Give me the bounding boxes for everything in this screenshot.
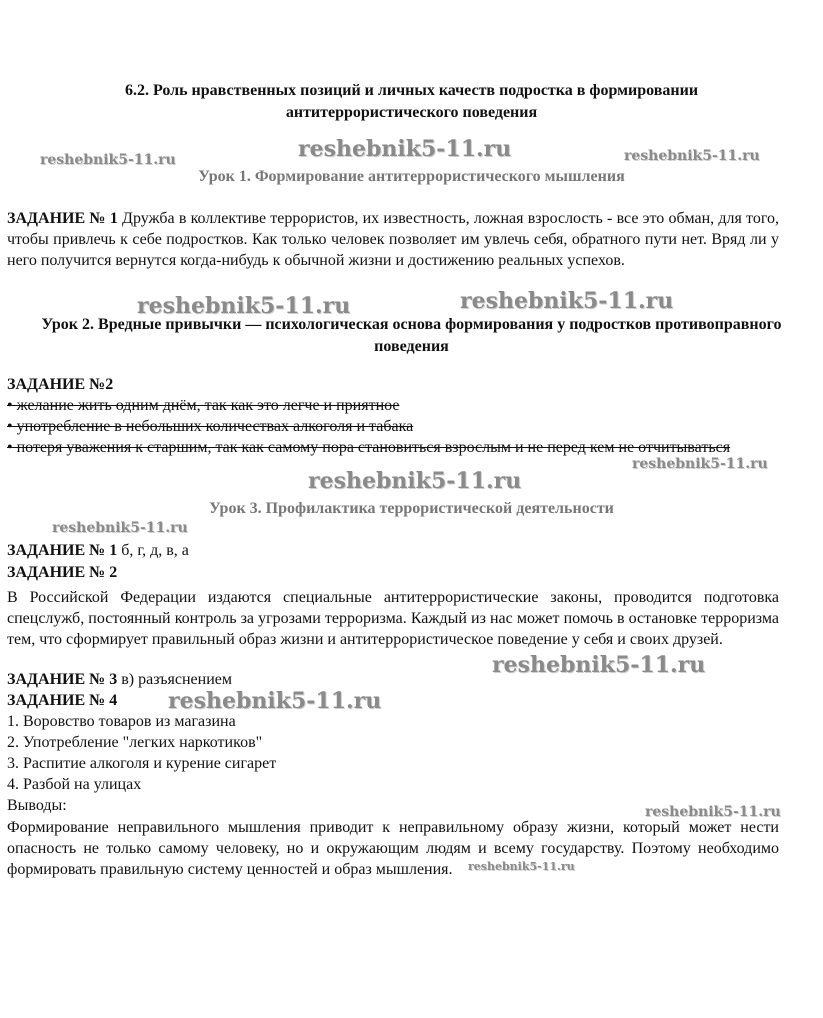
- list-item: 4. Разбой на улицах: [7, 776, 142, 793]
- task-2-label: ЗАДАНИЕ №2: [7, 376, 114, 393]
- l3-task-1: [7, 541, 779, 561]
- l3-task-1-label: ЗАДАНИЕ № 1: [7, 542, 118, 559]
- watermark: reshebnik5-11.ru: [308, 468, 522, 494]
- watermark: reshebnik5-11.ru: [137, 293, 351, 319]
- l3-task-1-answer: б, г, д, в, а: [117, 542, 189, 559]
- watermark: reshebnik5-11.ru: [632, 456, 768, 472]
- watermark: reshebnik5-11.ru: [298, 136, 512, 162]
- task-2-item-3: • потеря уважения к старшим, так как самому пора становиться взрослым и не перед кем не отчитываться: [7, 439, 731, 456]
- list-item: 2. Употребление "легких наркотиков": [7, 734, 263, 751]
- list-item: 3. Распитие алкоголя и курение сигарет: [7, 755, 277, 772]
- watermark: reshebnik5-11.ru: [492, 652, 706, 678]
- task-1-text: Дружба в коллективе террористов, их известность, ложная взрослость - все это обман, для того, чтобы привлечь к себе подростков. Как только человек позволяет им увлечь себя, обратного пути нет. Вряд ли у него получится вернутся когда-нибудь к обычной жизни и достижению реальных успехов.: [7, 210, 780, 269]
- watermark: reshebnik5-11.ru: [645, 804, 781, 820]
- section-title: 6.2. Роль нравственных позиций и личных качеств подростка в формировании антитеррористического поведения: [124, 82, 699, 121]
- lesson-2-heading: Урок 2. Вредные привычки — психологическая основа формирования у подростков противоправного поведения: [41, 316, 782, 355]
- lesson-3-heading: Урок 3. Профилактика террористической деятельности: [209, 500, 614, 517]
- list-item: 1. Воровство товаров из магазина: [7, 713, 236, 730]
- watermark: reshebnik5-11.ru: [40, 152, 176, 168]
- lesson-1-heading: Урок 1. Формирование антитеррористического мышления: [198, 168, 625, 185]
- watermark: reshebnik5-11.ru: [624, 148, 760, 164]
- l3-task-2-label: ЗАДАНИЕ № 2: [7, 564, 118, 581]
- task-1-label: ЗАДАНИЕ № 1: [7, 210, 118, 227]
- task-1-paragraph: [7, 208, 779, 271]
- l3-task-3-answer: в) разъяснением: [117, 671, 232, 688]
- l3-task-4-label: ЗАДАНИЕ № 4: [7, 692, 118, 709]
- l3-task-2-text: В Российской Федерации издаются специальные антитеррористические законы, проводится подготовка спецслужб, постоянный контроль за угрозами терроризма. Каждый из нас может помочь в остановке терроризма тем, что сформирует правильный образ жизни и антитеррористическое поведение у себя и своих друзей.: [7, 589, 779, 648]
- watermark: reshebnik5-11.ru: [468, 860, 575, 873]
- task-2-item-2: • употребление в небольших количествах алкоголя и табака: [7, 418, 414, 435]
- watermark: reshebnik5-11.ru: [52, 520, 188, 536]
- watermark: reshebnik5-11.ru: [460, 288, 674, 314]
- task-2-item-1: • желание жить одним днём, так как это легче и приятное: [7, 397, 400, 414]
- l3-task-4-list: [7, 711, 276, 795]
- l3-task-3-label: ЗАДАНИЕ № 3: [7, 671, 118, 688]
- conclusions-text: Формирование неправильного мышления приводит к неправильному образу жизни, который может нести опасность не только самому человеку, но и окружающим людям и всему государству. Поэтому необходимо формировать правильную систему ценностей и образ мышления.: [7, 819, 779, 878]
- watermark: reshebnik5-11.ru: [168, 688, 382, 714]
- conclusions-label: Выводы:: [7, 797, 67, 814]
